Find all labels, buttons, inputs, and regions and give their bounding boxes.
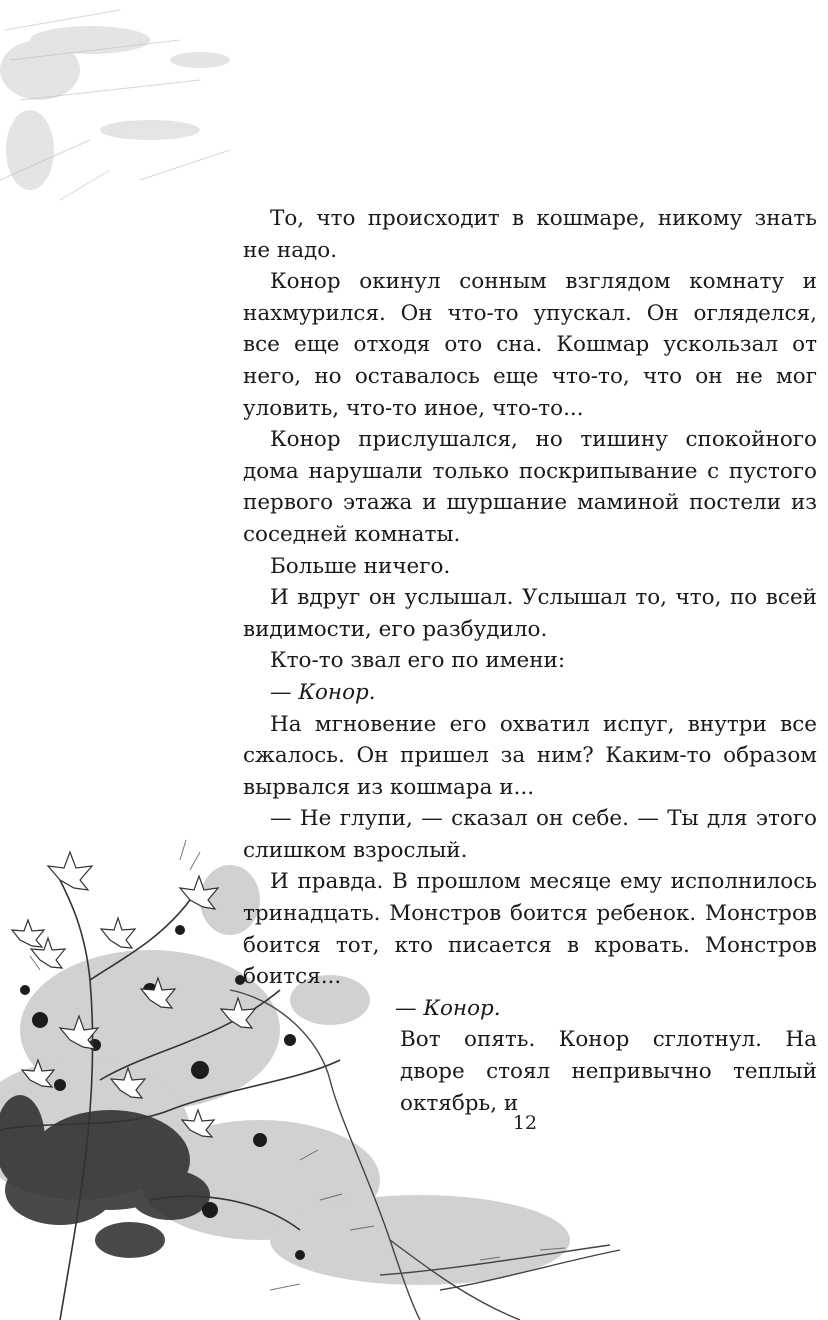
dialog-line: — Конор. (270, 679, 376, 705)
paragraph: И вдруг он услышал. Услышал то, что, по всей видимости, его разбудило. (243, 585, 817, 642)
paragraph: Конор прислушался, но тишину спокойного дома нарушали только поскрипывание с пустого первого этажа и шуршание маминой постели из соседней комнаты. (243, 427, 817, 547)
paragraph: Кто-то звал его по имени: (270, 648, 566, 674)
paragraph: — Не глупи, — сказал он себе. — Ты для этого слишком взрослый. (243, 806, 817, 863)
paragraph: И правда. В прошлом месяце ему исполнилось тринадцать. Монстров боится ребенок. Монстров боится тот, кто писается в кровать. Монстров боится... (243, 869, 817, 990)
body-text (243, 203, 817, 1119)
paragraph: Больше ничего. (270, 553, 451, 579)
paragraph (400, 1024, 817, 1119)
page-number: 12 (512, 1112, 538, 1134)
paragraph: На мгновение его охватил испуг, внутри все сжалось. Он пришел за ним? Каким-то образом вырвался из кошмара и... (243, 711, 817, 800)
paragraph-text: Вот опять. Конор сглотнул. На дворе стоял непривычно теплый октябрь, и (400, 1027, 817, 1116)
paragraph: Конор окинул сонным взглядом комнату и нахмурился. Он что-то упускал. Он огляделся, все еще отходя ото сна. Кошмар ускользал от него, но оставалось еще что-то, что он не мог уловить, что-то иное, что-то... (243, 269, 817, 421)
dialog-line: — Конор. (395, 995, 501, 1021)
paragraph: То, что происходит в кошмаре, никому знать не надо. (243, 206, 817, 263)
top-left-texture (0, 26, 230, 190)
